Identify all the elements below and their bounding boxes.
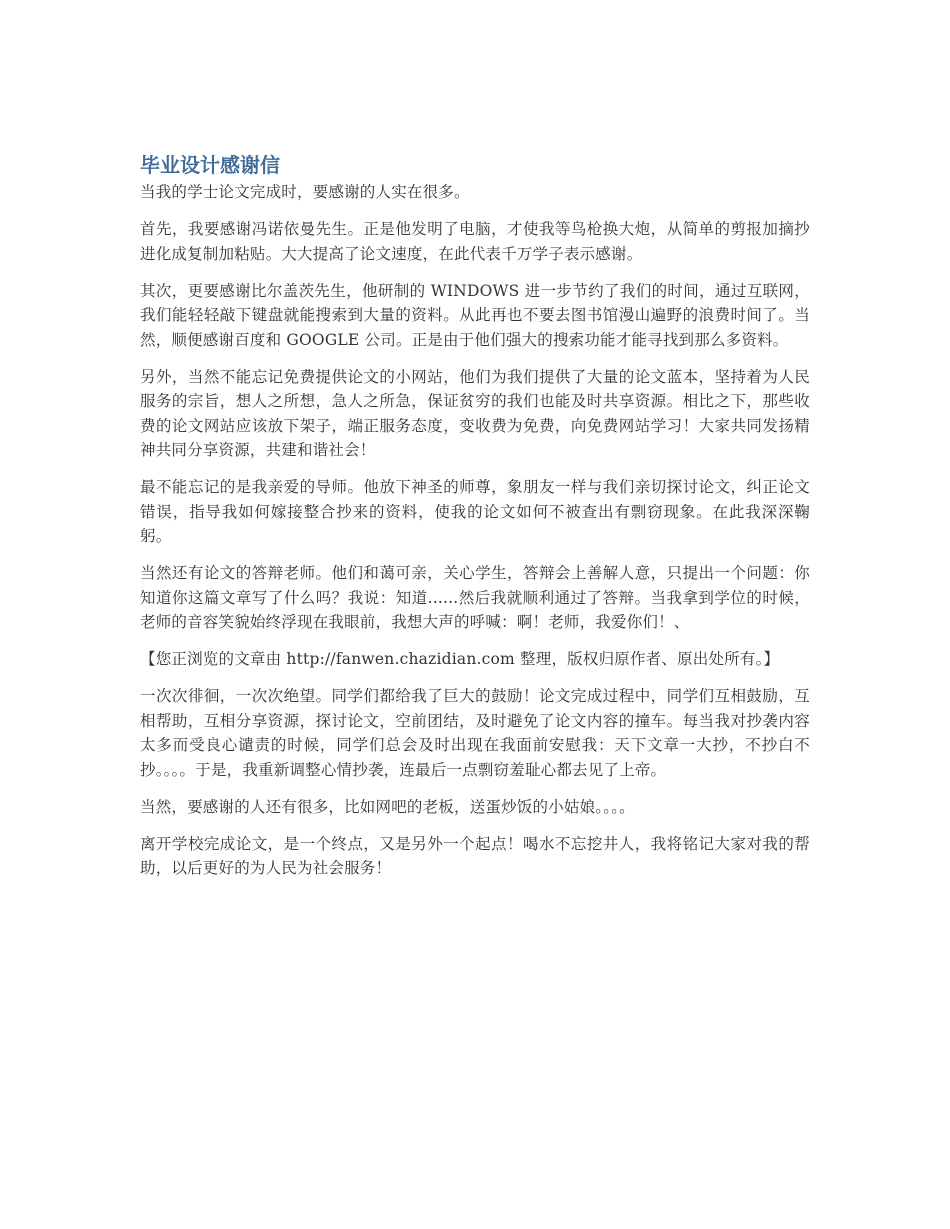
paragraph: 离开学校完成论文，是一个终点，又是另外一个起点！喝水不忘挖井人，我将铭记大家对我的帮助，以后更好的为人民为社会服务！	[140, 834, 810, 877]
source-notice: 【您正浏览的文章由 http://fanwen.chazidian.com 整理，版权归原作者、原出处所有。】	[140, 650, 780, 668]
paragraph: 其次，更要感谢比尔盖茨先生，他研制的 WINDOWS 进一步节约了我们的时间，通过互联网，我们能轻轻敲下键盘就能搜索到大量的资料。从此再也不要去图书馆漫山遍野的浪费时间了。当然，顺便感谢百度和 GOOGLE 公司。正是由于他们强大的搜索功能才能寻找到那么多资料。	[140, 281, 810, 349]
paragraph: 当然还有论文的答辩老师。他们和蔼可亲，关心学生，答辩会上善解人意，只提出一个问题：你知道你这篇文章写了什么吗？我说：知道......然后我就顺利通过了答辩。当我拿到学位的时候，老师的音容笑貌始终浮现在我眼前，我想大声的呼喊：啊！老师，我爱你们！、	[140, 564, 810, 631]
document-body	[140, 150, 810, 893]
paragraph: 另外，当然不能忘记免费提供论文的小网站，他们为我们提供了大量的论文蓝本，坚持着为人民服务的宗旨，想人之所想，急人之所急，保证贫穷的我们也能及时共享资源。相比之下，那些收费的论文网站应该放下架子，端正服务态度，变收费为免费，向免费网站学习！大家共同发扬精神共同分享资源，共建和谐社会！	[140, 367, 810, 459]
paragraph: 当我的学士论文完成时，要感谢的人实在很多。	[140, 183, 470, 201]
document-title: 毕业设计感谢信	[140, 153, 280, 177]
paragraph: 最不能忘记的是我亲爱的导师。他放下神圣的师尊，象朋友一样与我们亲切探讨论文，纠正论文错误，指导我如何嫁接整合抄来的资料，使我的论文如何不被查出有剽窃现象。在此我深深鞠躬。	[140, 478, 810, 545]
paragraph: 当然，要感谢的人还有很多，比如网吧的老板，送蛋炒饭的小姑娘。。。。	[140, 797, 635, 816]
paragraph: 一次次徘徊，一次次绝望。同学们都给我了巨大的鼓励！论文完成过程中，同学们互相鼓励，互相帮助，互相分享资源，探讨论文，空前团结，及时避免了论文内容的撞车。每当我对抄袭内容太多而受良心谴责的时候，同学们总会及时出现在我面前安慰我：天下文章一大抄，不抄白不抄。。。。于是，我重新调整心情抄袭，连最后一点剽窃羞耻心都去见了上帝。	[140, 687, 810, 779]
paragraph: 首先，我要感谢冯诺依曼先生。正是他发明了电脑，才使我等鸟枪换大炮，从简单的剪报加摘抄进化成复制加粘贴。大大提高了论文速度，在此代表千万学子表示感谢。	[140, 220, 810, 263]
